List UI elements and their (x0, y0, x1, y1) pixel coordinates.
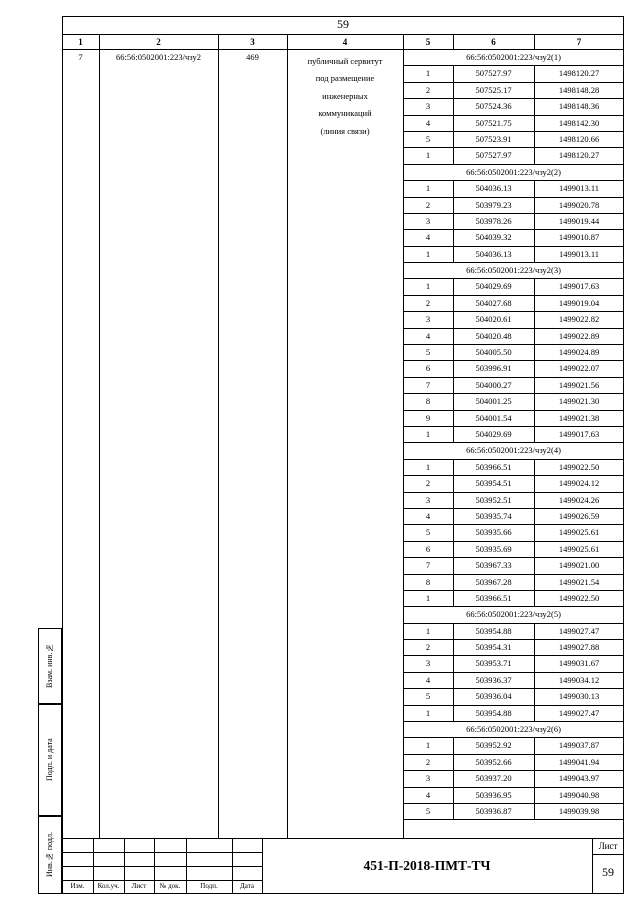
entry-number: 7 (78, 52, 83, 62)
table-row (403, 771, 624, 787)
col-header-7: 7 (576, 37, 582, 47)
table-row (403, 525, 624, 541)
cell-divider (534, 279, 535, 294)
coord-x: 503966.51 (475, 461, 512, 472)
coord-x: 504036.13 (475, 248, 512, 259)
coord-y: 1499040.98 (558, 789, 600, 800)
coord-y: 1499021.38 (558, 412, 600, 423)
coord-y: 1499022.07 (558, 363, 600, 374)
col-header-6: 6 (491, 37, 496, 47)
coord-y: 1499013.11 (558, 248, 600, 259)
point-number: 7 (425, 560, 431, 571)
cell-divider (453, 181, 454, 196)
point-number: 2 (425, 199, 431, 210)
cell-divider (534, 83, 535, 98)
coord-y: 1499024.12 (558, 478, 600, 489)
cell-divider (534, 493, 535, 508)
entry-purpose (287, 53, 403, 140)
cell-divider (534, 345, 535, 360)
contour-label: 66:56:0502001:223/чзу2(3) (466, 265, 561, 276)
coord-x: 503952.66 (475, 756, 512, 767)
contour-label: 66:56:0502001:223/чзу2(2) (466, 166, 561, 177)
table-row (403, 214, 624, 230)
contour-label: 66:56:0502001:223/чзу2(6) (466, 724, 561, 735)
cell-divider (534, 460, 535, 475)
cell-divider (534, 706, 535, 721)
table-row (403, 460, 624, 476)
contour-label-row (403, 50, 624, 66)
table-row (403, 427, 624, 443)
point-number: 3 (425, 101, 431, 112)
stamp-label-podp: Подп. (200, 882, 218, 890)
table-row (403, 804, 624, 820)
table-row (403, 738, 624, 754)
col-divider (99, 34, 100, 838)
cell-divider (453, 66, 454, 81)
cell-divider (534, 476, 535, 491)
cell-divider (453, 230, 454, 245)
coord-x: 507523.91 (475, 133, 512, 144)
stamp-label-ndoc: № док. (159, 882, 181, 890)
coord-x: 504036.13 (475, 183, 512, 194)
table-row (403, 591, 624, 607)
cell-divider (453, 83, 454, 98)
table-row (403, 230, 624, 246)
cell-divider (453, 738, 454, 753)
stamp-label-izm: Изм. (70, 882, 85, 890)
cell-divider (453, 771, 454, 786)
coord-x: 503953.71 (475, 658, 512, 669)
cell-divider (534, 788, 535, 803)
cell-divider (453, 558, 454, 573)
table-row (403, 689, 624, 705)
cell-divider (534, 116, 535, 131)
coord-x: 503936.95 (475, 789, 512, 800)
col-header-2: 2 (156, 37, 161, 47)
entry-area: 469 (246, 52, 259, 62)
table-row (403, 411, 624, 427)
coord-x: 504020.48 (475, 330, 512, 341)
table-row (403, 493, 624, 509)
contour-label-row (403, 263, 624, 279)
coord-y: 1499026.59 (558, 510, 600, 521)
cell-divider (453, 525, 454, 540)
coord-x: 503978.26 (475, 215, 512, 226)
side-field-podp-data: Подп. и дата (45, 738, 54, 782)
coord-y: 1499022.82 (558, 314, 600, 325)
table-row (403, 640, 624, 656)
purpose-line: публичный сервитут (307, 56, 383, 66)
coord-y: 1498120.27 (558, 68, 600, 79)
cell-divider (453, 132, 454, 147)
point-number: 2 (425, 756, 431, 767)
point-number: 1 (425, 68, 431, 79)
coord-y: 1499039.98 (558, 805, 600, 816)
coord-y: 1499013.11 (558, 183, 600, 194)
point-number: 1 (425, 248, 431, 259)
coord-y: 1499017.63 (558, 281, 600, 292)
coord-x: 504020.61 (475, 314, 512, 325)
table-row (403, 575, 624, 591)
coord-y: 1499027.47 (558, 707, 600, 718)
purpose-line: коммуникаций (318, 108, 372, 119)
cell-divider (534, 591, 535, 606)
coord-y: 1499030.13 (558, 691, 600, 702)
coord-x: 503936.37 (475, 674, 512, 685)
purpose-line: под размещение (315, 73, 375, 84)
coord-x: 504005.50 (475, 347, 512, 358)
table-row (403, 706, 624, 722)
table-row (403, 361, 624, 377)
cell-divider (534, 230, 535, 245)
point-number: 1 (425, 281, 431, 292)
point-number: 1 (425, 707, 431, 718)
cell-divider (453, 247, 454, 262)
coord-y: 1498142.30 (558, 117, 600, 128)
cell-divider (453, 460, 454, 475)
page-number-top: 59 (337, 17, 349, 31)
coord-x: 503967.28 (475, 576, 512, 587)
cell-divider (453, 312, 454, 327)
coord-x: 503996.91 (475, 363, 512, 374)
table-row (403, 198, 624, 214)
cell-divider (453, 755, 454, 770)
cell-divider (453, 116, 454, 131)
coord-x: 504001.25 (475, 396, 512, 407)
coord-x: 503935.66 (475, 527, 512, 538)
cell-divider (534, 656, 535, 671)
coord-x: 504039.32 (475, 232, 512, 243)
point-number: 5 (425, 347, 431, 358)
cell-divider (534, 771, 535, 786)
cell-divider (453, 624, 454, 639)
point-number: 3 (425, 494, 431, 505)
table-row (403, 394, 624, 410)
coord-x: 503954.31 (475, 642, 512, 653)
entry-cadastral: 66:56:0502001:223/чзу2 (116, 52, 201, 62)
table-row (403, 312, 624, 328)
cell-divider (534, 558, 535, 573)
point-number: 5 (425, 805, 431, 816)
col-divider (453, 34, 454, 50)
table-row (403, 247, 624, 263)
table-row (403, 148, 624, 164)
side-field-vzam-inv: Взам. инв.№ (45, 643, 54, 689)
table-row (403, 542, 624, 558)
table-row (403, 673, 624, 689)
document-code: 451-П-2018-ПМТ-ТЧ (363, 858, 491, 873)
coord-y: 1499021.00 (558, 560, 600, 571)
cell-divider (453, 99, 454, 114)
point-number: 1 (425, 183, 431, 194)
coord-y: 1499034.12 (558, 674, 600, 685)
cell-divider (534, 624, 535, 639)
col-header-1: 1 (78, 37, 83, 47)
coord-x: 503954.51 (475, 478, 512, 489)
cell-divider (453, 148, 454, 163)
coord-y: 1499031.67 (558, 658, 600, 669)
coord-x: 507521.75 (475, 117, 512, 128)
coord-x: 503954.88 (475, 625, 512, 636)
coord-y: 1498120.66 (558, 133, 600, 144)
cell-divider (453, 706, 454, 721)
table-row (403, 788, 624, 804)
coord-y: 1499017.63 (558, 428, 600, 439)
point-number: 3 (425, 658, 431, 669)
cell-divider (453, 575, 454, 590)
cell-divider (453, 427, 454, 442)
coord-y: 1499027.88 (558, 642, 600, 653)
coord-x: 503952.51 (475, 494, 512, 505)
coord-y: 1499019.04 (558, 297, 600, 308)
col-header-4: 4 (342, 37, 348, 47)
table-row (403, 476, 624, 492)
coord-x: 504001.54 (475, 412, 512, 423)
col-header-3: 3 (250, 37, 255, 47)
coord-y: 1499025.61 (558, 527, 600, 538)
stamp-label-koluch: Кол.уч. (97, 882, 120, 890)
point-number: 4 (425, 232, 431, 243)
coord-x: 503935.69 (475, 543, 512, 554)
coord-x: 503966.51 (475, 592, 512, 603)
cell-divider (453, 279, 454, 294)
coord-y: 1499043.97 (558, 773, 600, 784)
point-number: 4 (425, 789, 431, 800)
contour-label-row (403, 607, 624, 623)
col-divider (218, 34, 219, 838)
cell-divider (534, 148, 535, 163)
cell-divider (453, 656, 454, 671)
cell-divider (453, 509, 454, 524)
cell-divider (534, 214, 535, 229)
cell-divider (453, 591, 454, 606)
coord-x: 507525.17 (475, 84, 512, 95)
coord-x: 507524.36 (475, 101, 512, 112)
point-number: 3 (425, 215, 431, 226)
point-number: 4 (425, 117, 431, 128)
cell-divider (534, 804, 535, 819)
cell-divider (453, 411, 454, 426)
sheet-label: Лист (598, 841, 618, 851)
point-number: 1 (425, 592, 431, 603)
purpose-line: (линия связи) (320, 125, 370, 136)
coord-y: 1499020.78 (558, 199, 600, 210)
cell-divider (534, 132, 535, 147)
table-row (403, 656, 624, 672)
coord-y: 1499010.87 (558, 232, 600, 243)
point-number: 4 (425, 330, 431, 341)
table-row (403, 378, 624, 394)
point-number: 6 (425, 543, 431, 554)
table-row (403, 279, 624, 295)
point-number: 5 (425, 691, 431, 702)
cell-divider (453, 804, 454, 819)
cell-divider (453, 476, 454, 491)
coordinate-table (403, 50, 624, 820)
point-number: 3 (425, 773, 431, 784)
cell-divider (534, 755, 535, 770)
table-row (403, 99, 624, 115)
col-divider (534, 34, 535, 50)
cell-divider (534, 198, 535, 213)
point-number: 3 (425, 314, 431, 325)
table-row (403, 66, 624, 82)
table-row (403, 116, 624, 132)
purpose-line: инженерных (322, 90, 368, 101)
cell-divider (534, 640, 535, 655)
cell-divider (534, 296, 535, 311)
cell-divider (534, 509, 535, 524)
contour-label: 66:56:0502001:223/чзу2(4) (466, 445, 561, 456)
coord-y: 1499021.30 (558, 396, 600, 407)
table-row (403, 624, 624, 640)
contour-label-row (403, 443, 624, 459)
cell-divider (453, 329, 454, 344)
cell-divider (453, 296, 454, 311)
coord-y: 1499041.94 (558, 756, 600, 767)
point-number: 5 (425, 133, 431, 144)
point-number: 2 (425, 642, 431, 653)
coord-x: 503967.33 (475, 560, 512, 571)
table-row (403, 345, 624, 361)
table-row (403, 329, 624, 345)
point-number: 1 (425, 150, 431, 161)
cell-divider (534, 394, 535, 409)
cell-divider (534, 361, 535, 376)
point-number: 8 (425, 576, 431, 587)
cell-divider (453, 394, 454, 409)
coord-x: 503937.20 (475, 773, 512, 784)
cell-divider (453, 788, 454, 803)
coord-x: 503936.87 (475, 805, 512, 816)
contour-label: 66:56:0502001:223/чзу2(1) (466, 52, 561, 62)
coord-y: 1498148.28 (558, 84, 600, 95)
cell-divider (453, 640, 454, 655)
coord-y: 1499037.87 (558, 740, 600, 751)
point-number: 6 (425, 363, 431, 374)
coord-x: 503952.92 (475, 740, 512, 751)
cell-divider (534, 575, 535, 590)
cell-divider (534, 738, 535, 753)
cell-divider (534, 181, 535, 196)
coord-y: 1499027.47 (558, 625, 600, 636)
coord-y: 1499022.50 (558, 592, 600, 603)
coord-y: 1499021.54 (558, 576, 600, 587)
point-number: 2 (425, 478, 431, 489)
cell-divider (534, 411, 535, 426)
cell-divider (534, 99, 535, 114)
col-header-5: 5 (425, 37, 431, 47)
point-number: 5 (425, 527, 431, 538)
coord-y: 1499022.50 (558, 461, 600, 472)
coord-y: 1499024.89 (558, 347, 600, 358)
cell-divider (534, 673, 535, 688)
table-row (403, 755, 624, 771)
coord-x: 504029.69 (475, 428, 512, 439)
point-number: 1 (425, 428, 431, 439)
coord-y: 1498148.36 (558, 101, 600, 112)
point-number: 1 (425, 740, 431, 751)
cell-divider (453, 689, 454, 704)
cell-divider (453, 493, 454, 508)
coord-x: 504000.27 (475, 379, 512, 390)
cell-divider (534, 542, 535, 557)
contour-label: 66:56:0502001:223/чзу2(5) (466, 609, 561, 620)
stamp-label-data: Дата (240, 882, 254, 890)
coord-x: 503979.23 (475, 199, 512, 210)
point-number: 1 (425, 625, 431, 636)
coord-y: 1499019.44 (558, 215, 600, 226)
stamp-label-list: Лист (131, 882, 147, 890)
cell-divider (453, 361, 454, 376)
coord-x: 507527.97 (475, 150, 512, 161)
coord-y: 1498120.27 (558, 150, 600, 161)
table-row (403, 181, 624, 197)
cell-divider (534, 525, 535, 540)
point-number: 7 (425, 379, 431, 390)
cell-divider (534, 247, 535, 262)
point-number: 1 (425, 461, 431, 472)
cell-divider (534, 427, 535, 442)
cell-divider (534, 329, 535, 344)
cell-divider (453, 198, 454, 213)
cell-divider (534, 66, 535, 81)
table-row (403, 558, 624, 574)
point-number: 2 (425, 84, 431, 95)
sheet-number: 59 (602, 865, 614, 879)
point-number: 4 (425, 674, 431, 685)
cell-divider (453, 214, 454, 229)
coord-x: 503954.88 (475, 707, 512, 718)
coord-x: 504029.69 (475, 281, 512, 292)
cell-divider (534, 378, 535, 393)
coord-y: 1499022.89 (558, 330, 600, 341)
coord-x: 504027.68 (475, 297, 512, 308)
coord-y: 1499025.61 (558, 543, 600, 554)
coord-x: 507527.97 (475, 68, 512, 79)
point-number: 9 (425, 412, 431, 423)
coord-x: 503936.04 (475, 691, 512, 702)
cell-divider (453, 378, 454, 393)
cell-divider (534, 312, 535, 327)
point-number: 2 (425, 297, 431, 308)
table-row (403, 83, 624, 99)
point-number: 4 (425, 510, 431, 521)
coord-y: 1499024.26 (558, 494, 600, 505)
coord-y: 1499021.56 (558, 379, 600, 390)
table-row (403, 509, 624, 525)
contour-label-row (403, 165, 624, 181)
contour-label-row (403, 722, 624, 738)
table-row (403, 132, 624, 148)
side-field-inv-podl: Инв.№ подл. (45, 832, 54, 878)
cell-divider (453, 345, 454, 360)
col-divider (287, 34, 288, 838)
coord-x: 503935.74 (475, 510, 512, 521)
cell-divider (534, 689, 535, 704)
table-row (403, 296, 624, 312)
point-number: 8 (425, 396, 431, 407)
cell-divider (453, 673, 454, 688)
cell-divider (453, 542, 454, 557)
